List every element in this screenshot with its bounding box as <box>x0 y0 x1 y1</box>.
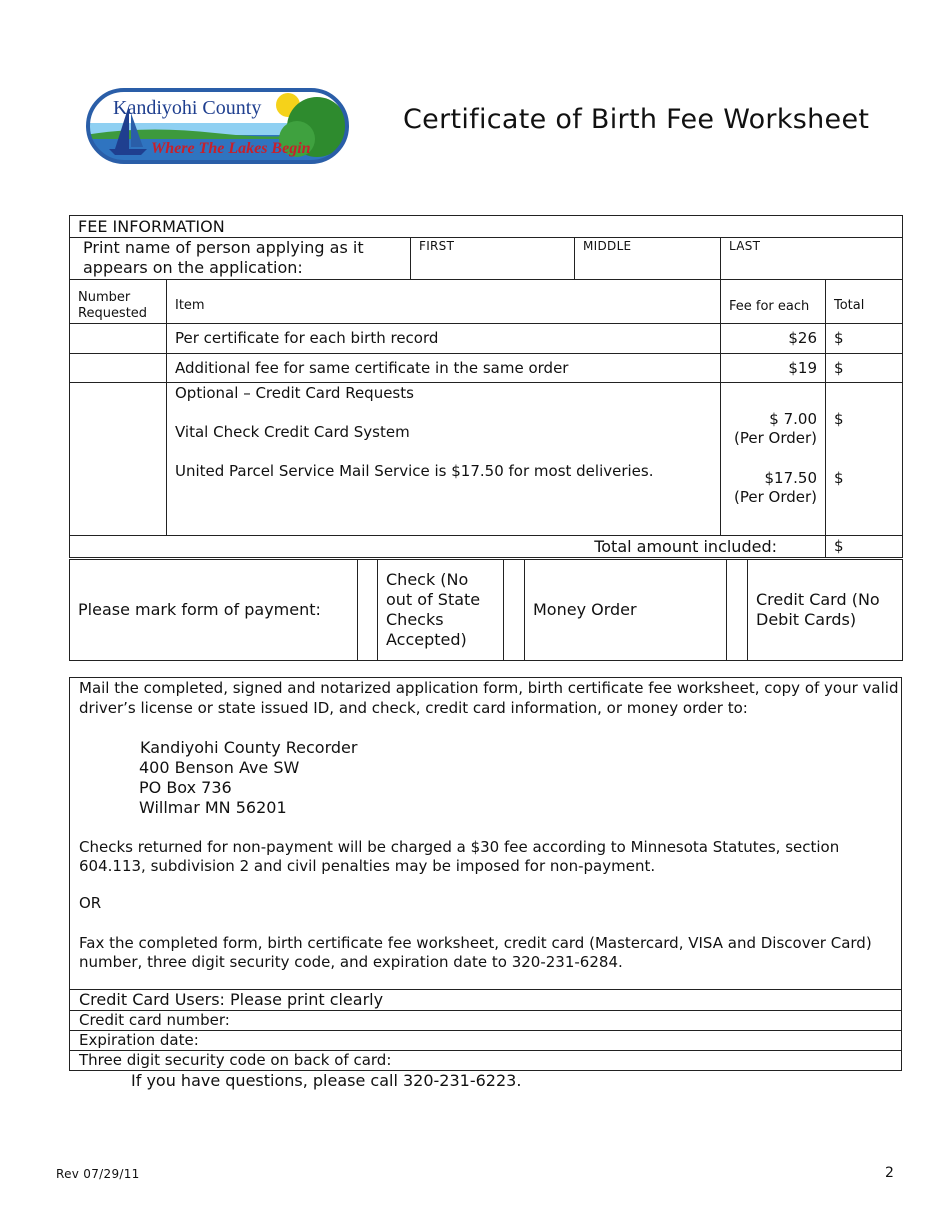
money-order-option-label: Money Order <box>525 560 727 661</box>
kandiyohi-county-logo <box>85 87 350 165</box>
payment-method-table <box>69 559 903 661</box>
fee-item: Per certificate for each birth record <box>167 324 721 354</box>
check-checkbox[interactable] <box>358 560 378 661</box>
item-header: Item <box>167 280 721 324</box>
table-row <box>70 354 903 383</box>
last-name-field[interactable]: LAST <box>721 238 903 280</box>
credit-card-users-header: Credit Card Users: Please print clearly <box>70 990 902 1011</box>
or-separator: OR <box>79 894 102 912</box>
number-requested-input[interactable] <box>70 324 167 354</box>
per-order-note: (Per Order) <box>733 429 817 447</box>
check-option-label: Check (No out of State Checks Accepted) <box>378 560 504 661</box>
questions-contact: If you have questions, please call 320-231-6223. <box>131 1071 522 1090</box>
per-order-note: (Per Order) <box>733 488 817 506</box>
vital-check-item: Vital Check Credit Card System <box>175 423 410 441</box>
payment-prompt: Please mark form of payment: <box>70 560 358 661</box>
logo-county-name: Kandiyohi County <box>113 97 262 119</box>
table-row <box>70 324 903 354</box>
vital-check-fee: $ 7.00 <box>769 410 817 428</box>
optional-heading: Optional – Credit Card Requests <box>175 384 414 402</box>
vital-check-total-input[interactable]: $ <box>834 410 844 428</box>
page-title: Certificate of Birth Fee Worksheet <box>403 104 870 135</box>
credit-card-option-label: Credit Card (No Debit Cards) <box>748 560 903 661</box>
fee-amount: $19 <box>721 354 826 383</box>
number-requested-input[interactable] <box>70 383 167 536</box>
security-code-field[interactable]: Three digit security code on back of card: <box>70 1051 902 1071</box>
mail-intro-line-1: Mail the completed, signed and notarized application form, birth certificate fee worksheet, copy of your valid <box>79 679 899 697</box>
total-amount-label: Total amount included: <box>70 536 826 558</box>
total-header: Total <box>826 280 903 324</box>
address-line: Willmar MN 56201 <box>139 798 287 817</box>
fee-amount: $26 <box>721 324 826 354</box>
number-requested-header: Number Requested <box>70 280 167 324</box>
returned-check-notice: Checks returned for non-payment will be charged a $30 fee according to Minnesota Statutes, section 604.113, subdivision 2 and civil penalties may be imposed for non-payment. <box>79 838 840 875</box>
row-total-input[interactable]: $ <box>826 324 903 354</box>
credit-card-checkbox[interactable] <box>727 560 748 661</box>
address-line: Kandiyohi County Recorder <box>140 738 358 757</box>
money-order-checkbox[interactable] <box>504 560 525 661</box>
ups-fee: $17.50 <box>764 469 817 487</box>
credit-card-info-table <box>69 989 902 1071</box>
fee-item: Additional fee for same certificate in the same order <box>167 354 721 383</box>
address-line: PO Box 736 <box>139 778 232 797</box>
table-row <box>70 383 903 536</box>
mailing-instructions <box>69 677 902 990</box>
first-name-field[interactable]: FIRST <box>411 238 575 280</box>
fax-instructions: Fax the completed form, birth certificate fee worksheet, credit card (Mastercard, VISA and Discover Card) number, three digit security code, and expiration date to 320-231-6284. <box>79 934 872 971</box>
credit-card-number-field[interactable]: Credit card number: <box>70 1011 902 1031</box>
expiration-date-field[interactable]: Expiration date: <box>70 1031 902 1051</box>
applicant-name-prompt: Print name of person applying as it appears on the application: <box>70 238 411 280</box>
mail-intro-line-2: driver’s license or state issued ID, and check, credit card information, or money order to: <box>79 699 748 717</box>
revision-date: Rev 07/29/11 <box>56 1167 140 1181</box>
total-amount-input[interactable]: $ <box>826 536 903 558</box>
fee-for-each-header: Fee for each <box>721 280 826 324</box>
logo-tagline: Where The Lakes Begin <box>151 140 311 157</box>
ups-total-input[interactable]: $ <box>834 469 844 487</box>
middle-name-field[interactable]: MIDDLE <box>575 238 721 280</box>
number-requested-input[interactable] <box>70 354 167 383</box>
ups-item: United Parcel Service Mail Service is $17.50 for most deliveries. <box>175 462 654 480</box>
address-line: 400 Benson Ave SW <box>139 758 300 777</box>
row-total-input[interactable]: $ <box>826 354 903 383</box>
fee-information-header: FEE INFORMATION <box>70 216 903 238</box>
page-number: 2 <box>885 1165 894 1181</box>
fee-information-table <box>69 215 903 558</box>
